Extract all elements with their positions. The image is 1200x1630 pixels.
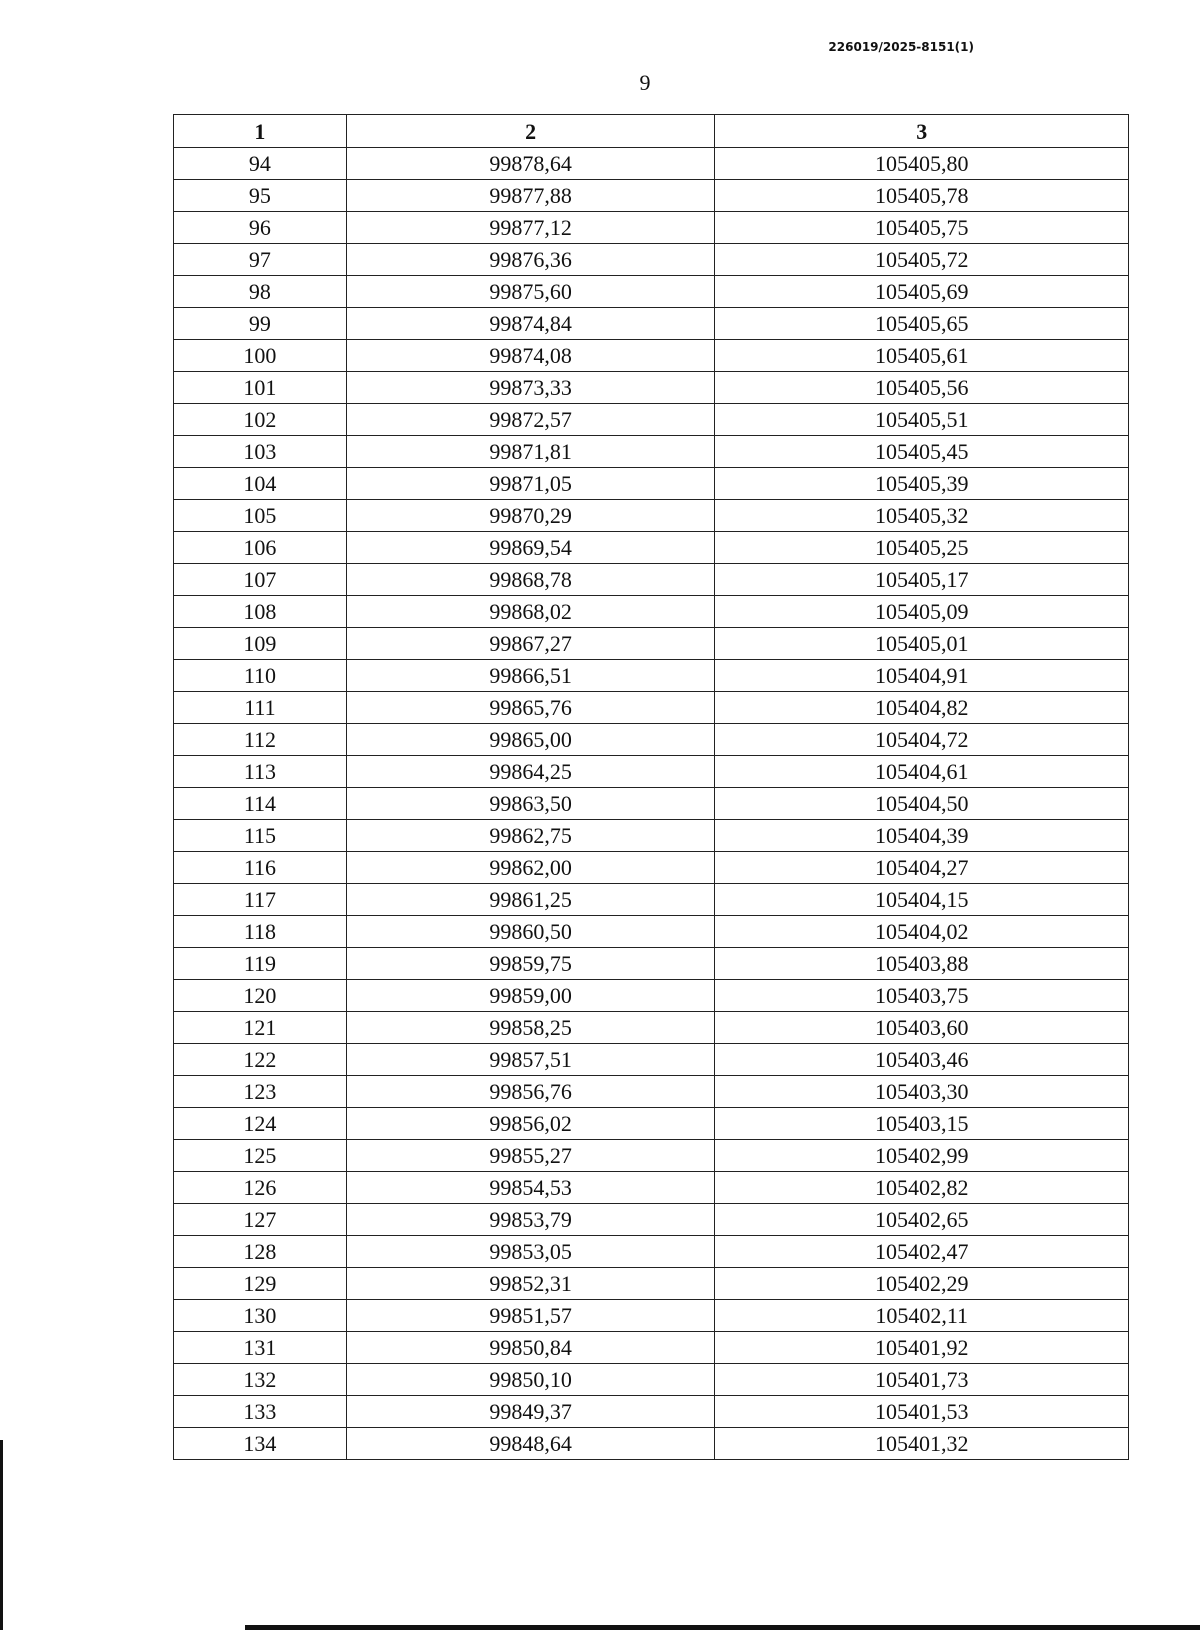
point-number-cell: 103 — [174, 436, 347, 468]
table-row — [174, 1204, 1129, 1236]
y-coordinate-cell: 105404,91 — [715, 660, 1129, 692]
table-row — [174, 1108, 1129, 1140]
point-number-cell: 127 — [174, 1204, 347, 1236]
point-number-cell: 95 — [174, 180, 347, 212]
table-row — [174, 276, 1129, 308]
point-number-cell: 99 — [174, 308, 347, 340]
point-number-cell: 130 — [174, 1300, 347, 1332]
x-coordinate-cell: 99871,05 — [346, 468, 715, 500]
column-header: 3 — [715, 115, 1129, 148]
y-coordinate-cell: 105401,32 — [715, 1428, 1129, 1460]
x-coordinate-cell: 99872,57 — [346, 404, 715, 436]
header-row — [174, 115, 1129, 148]
document-id: 226019/2025-8151(1) — [828, 40, 974, 54]
table-row — [174, 1332, 1129, 1364]
y-coordinate-cell: 105404,61 — [715, 756, 1129, 788]
x-coordinate-cell: 99852,31 — [346, 1268, 715, 1300]
page-number: 9 — [639, 70, 651, 95]
column-header: 1 — [174, 115, 347, 148]
x-coordinate-cell: 99867,27 — [346, 628, 715, 660]
point-number-cell: 111 — [174, 692, 347, 724]
x-coordinate-cell: 99862,75 — [346, 820, 715, 852]
point-number-cell: 126 — [174, 1172, 347, 1204]
y-coordinate-cell: 105401,92 — [715, 1332, 1129, 1364]
y-coordinate-cell: 105405,01 — [715, 628, 1129, 660]
point-number-cell: 94 — [174, 148, 347, 180]
point-number-cell: 112 — [174, 724, 347, 756]
table-header — [174, 115, 1129, 148]
point-number-cell: 105 — [174, 500, 347, 532]
y-coordinate-cell: 105404,39 — [715, 820, 1129, 852]
table-row — [174, 1236, 1129, 1268]
point-number-cell: 122 — [174, 1044, 347, 1076]
point-number-cell: 104 — [174, 468, 347, 500]
table-row — [174, 1428, 1129, 1460]
point-number-cell: 101 — [174, 372, 347, 404]
y-coordinate-cell: 105405,56 — [715, 372, 1129, 404]
y-coordinate-cell: 105402,47 — [715, 1236, 1129, 1268]
point-number-cell: 121 — [174, 1012, 347, 1044]
x-coordinate-cell: 99853,05 — [346, 1236, 715, 1268]
y-coordinate-cell: 105404,27 — [715, 852, 1129, 884]
y-coordinate-cell: 105404,15 — [715, 884, 1129, 916]
table-row — [174, 884, 1129, 916]
x-coordinate-cell: 99854,53 — [346, 1172, 715, 1204]
point-number-cell: 118 — [174, 916, 347, 948]
y-coordinate-cell: 105405,69 — [715, 276, 1129, 308]
x-coordinate-cell: 99870,29 — [346, 500, 715, 532]
x-coordinate-cell: 99856,76 — [346, 1076, 715, 1108]
y-coordinate-cell: 105402,11 — [715, 1300, 1129, 1332]
table-row — [174, 1076, 1129, 1108]
point-number-cell: 109 — [174, 628, 347, 660]
y-coordinate-cell: 105405,32 — [715, 500, 1129, 532]
y-coordinate-cell: 105403,30 — [715, 1076, 1129, 1108]
coordinates-table — [173, 114, 1129, 1460]
point-number-cell: 107 — [174, 564, 347, 596]
x-coordinate-cell: 99859,00 — [346, 980, 715, 1012]
table-row — [174, 1140, 1129, 1172]
point-number-cell: 131 — [174, 1332, 347, 1364]
table-row — [174, 468, 1129, 500]
table-row — [174, 500, 1129, 532]
table-row — [174, 1396, 1129, 1428]
y-coordinate-cell: 105405,39 — [715, 468, 1129, 500]
table-row — [174, 628, 1129, 660]
y-coordinate-cell: 105402,99 — [715, 1140, 1129, 1172]
x-coordinate-cell: 99848,64 — [346, 1428, 715, 1460]
x-coordinate-cell: 99874,84 — [346, 308, 715, 340]
x-coordinate-cell: 99850,84 — [346, 1332, 715, 1364]
y-coordinate-cell: 105405,61 — [715, 340, 1129, 372]
table-row — [174, 308, 1129, 340]
table-row — [174, 340, 1129, 372]
table-row — [174, 564, 1129, 596]
point-number-cell: 119 — [174, 948, 347, 980]
y-coordinate-cell: 105403,75 — [715, 980, 1129, 1012]
x-coordinate-cell: 99858,25 — [346, 1012, 715, 1044]
point-number-cell: 98 — [174, 276, 347, 308]
point-number-cell: 129 — [174, 1268, 347, 1300]
point-number-cell: 102 — [174, 404, 347, 436]
table-row — [174, 1300, 1129, 1332]
y-coordinate-cell: 105404,02 — [715, 916, 1129, 948]
x-coordinate-cell: 99859,75 — [346, 948, 715, 980]
y-coordinate-cell: 105402,29 — [715, 1268, 1129, 1300]
point-number-cell: 125 — [174, 1140, 347, 1172]
point-number-cell: 110 — [174, 660, 347, 692]
x-coordinate-cell: 99857,51 — [346, 1044, 715, 1076]
table-row — [174, 724, 1129, 756]
x-coordinate-cell: 99864,25 — [346, 756, 715, 788]
table-row — [174, 916, 1129, 948]
point-number-cell: 120 — [174, 980, 347, 1012]
y-coordinate-cell: 105402,65 — [715, 1204, 1129, 1236]
x-coordinate-cell: 99866,51 — [346, 660, 715, 692]
x-coordinate-cell: 99869,54 — [346, 532, 715, 564]
table-row — [174, 1268, 1129, 1300]
column-header: 2 — [346, 115, 715, 148]
point-number-cell: 116 — [174, 852, 347, 884]
point-number-cell: 97 — [174, 244, 347, 276]
table-row — [174, 1012, 1129, 1044]
table-row — [174, 1044, 1129, 1076]
table-row — [174, 660, 1129, 692]
table-row — [174, 148, 1129, 180]
point-number-cell: 124 — [174, 1108, 347, 1140]
x-coordinate-cell: 99863,50 — [346, 788, 715, 820]
table-row — [174, 180, 1129, 212]
point-number-cell: 114 — [174, 788, 347, 820]
table-row — [174, 1172, 1129, 1204]
x-coordinate-cell: 99849,37 — [346, 1396, 715, 1428]
y-coordinate-cell: 105405,65 — [715, 308, 1129, 340]
point-number-cell: 108 — [174, 596, 347, 628]
x-coordinate-cell: 99856,02 — [346, 1108, 715, 1140]
scan-edge-line — [0, 1440, 3, 1630]
y-coordinate-cell: 105401,53 — [715, 1396, 1129, 1428]
table-row — [174, 596, 1129, 628]
table-row — [174, 980, 1129, 1012]
y-coordinate-cell: 105403,46 — [715, 1044, 1129, 1076]
table-row — [174, 436, 1129, 468]
x-coordinate-cell: 99868,02 — [346, 596, 715, 628]
y-coordinate-cell: 105405,09 — [715, 596, 1129, 628]
table-row — [174, 244, 1129, 276]
y-coordinate-cell: 105403,88 — [715, 948, 1129, 980]
x-coordinate-cell: 99860,50 — [346, 916, 715, 948]
y-coordinate-cell: 105404,82 — [715, 692, 1129, 724]
point-number-cell: 106 — [174, 532, 347, 564]
y-coordinate-cell: 105405,75 — [715, 212, 1129, 244]
y-coordinate-cell: 105403,15 — [715, 1108, 1129, 1140]
x-coordinate-cell: 99873,33 — [346, 372, 715, 404]
y-coordinate-cell: 105405,78 — [715, 180, 1129, 212]
y-coordinate-cell: 105404,50 — [715, 788, 1129, 820]
x-coordinate-cell: 99865,00 — [346, 724, 715, 756]
y-coordinate-cell: 105405,80 — [715, 148, 1129, 180]
point-number-cell: 113 — [174, 756, 347, 788]
y-coordinate-cell: 105405,72 — [715, 244, 1129, 276]
table-row — [174, 820, 1129, 852]
table-row — [174, 788, 1129, 820]
y-coordinate-cell: 105404,72 — [715, 724, 1129, 756]
point-number-cell: 117 — [174, 884, 347, 916]
x-coordinate-cell: 99875,60 — [346, 276, 715, 308]
x-coordinate-cell: 99876,36 — [346, 244, 715, 276]
x-coordinate-cell: 99877,88 — [346, 180, 715, 212]
y-coordinate-cell: 105401,73 — [715, 1364, 1129, 1396]
table-row — [174, 404, 1129, 436]
x-coordinate-cell: 99865,76 — [346, 692, 715, 724]
x-coordinate-cell: 99877,12 — [346, 212, 715, 244]
x-coordinate-cell: 99855,27 — [346, 1140, 715, 1172]
y-coordinate-cell: 105403,60 — [715, 1012, 1129, 1044]
table-row — [174, 212, 1129, 244]
table-row — [174, 372, 1129, 404]
table-row — [174, 1364, 1129, 1396]
x-coordinate-cell: 99878,64 — [346, 148, 715, 180]
table-row — [174, 692, 1129, 724]
scan-bottom-bar — [245, 1625, 1200, 1630]
y-coordinate-cell: 105405,45 — [715, 436, 1129, 468]
point-number-cell: 128 — [174, 1236, 347, 1268]
table-row — [174, 532, 1129, 564]
table-row — [174, 756, 1129, 788]
table-row — [174, 948, 1129, 980]
point-number-cell: 96 — [174, 212, 347, 244]
y-coordinate-cell: 105402,82 — [715, 1172, 1129, 1204]
point-number-cell: 132 — [174, 1364, 347, 1396]
x-coordinate-cell: 99851,57 — [346, 1300, 715, 1332]
y-coordinate-cell: 105405,25 — [715, 532, 1129, 564]
point-number-cell: 100 — [174, 340, 347, 372]
x-coordinate-cell: 99861,25 — [346, 884, 715, 916]
x-coordinate-cell: 99874,08 — [346, 340, 715, 372]
table-row — [174, 852, 1129, 884]
point-number-cell: 115 — [174, 820, 347, 852]
y-coordinate-cell: 105405,17 — [715, 564, 1129, 596]
point-number-cell: 123 — [174, 1076, 347, 1108]
x-coordinate-cell: 99862,00 — [346, 852, 715, 884]
point-number-cell: 134 — [174, 1428, 347, 1460]
x-coordinate-cell: 99853,79 — [346, 1204, 715, 1236]
y-coordinate-cell: 105405,51 — [715, 404, 1129, 436]
table-body — [174, 148, 1129, 1460]
point-number-cell: 133 — [174, 1396, 347, 1428]
x-coordinate-cell: 99871,81 — [346, 436, 715, 468]
x-coordinate-cell: 99850,10 — [346, 1364, 715, 1396]
x-coordinate-cell: 99868,78 — [346, 564, 715, 596]
